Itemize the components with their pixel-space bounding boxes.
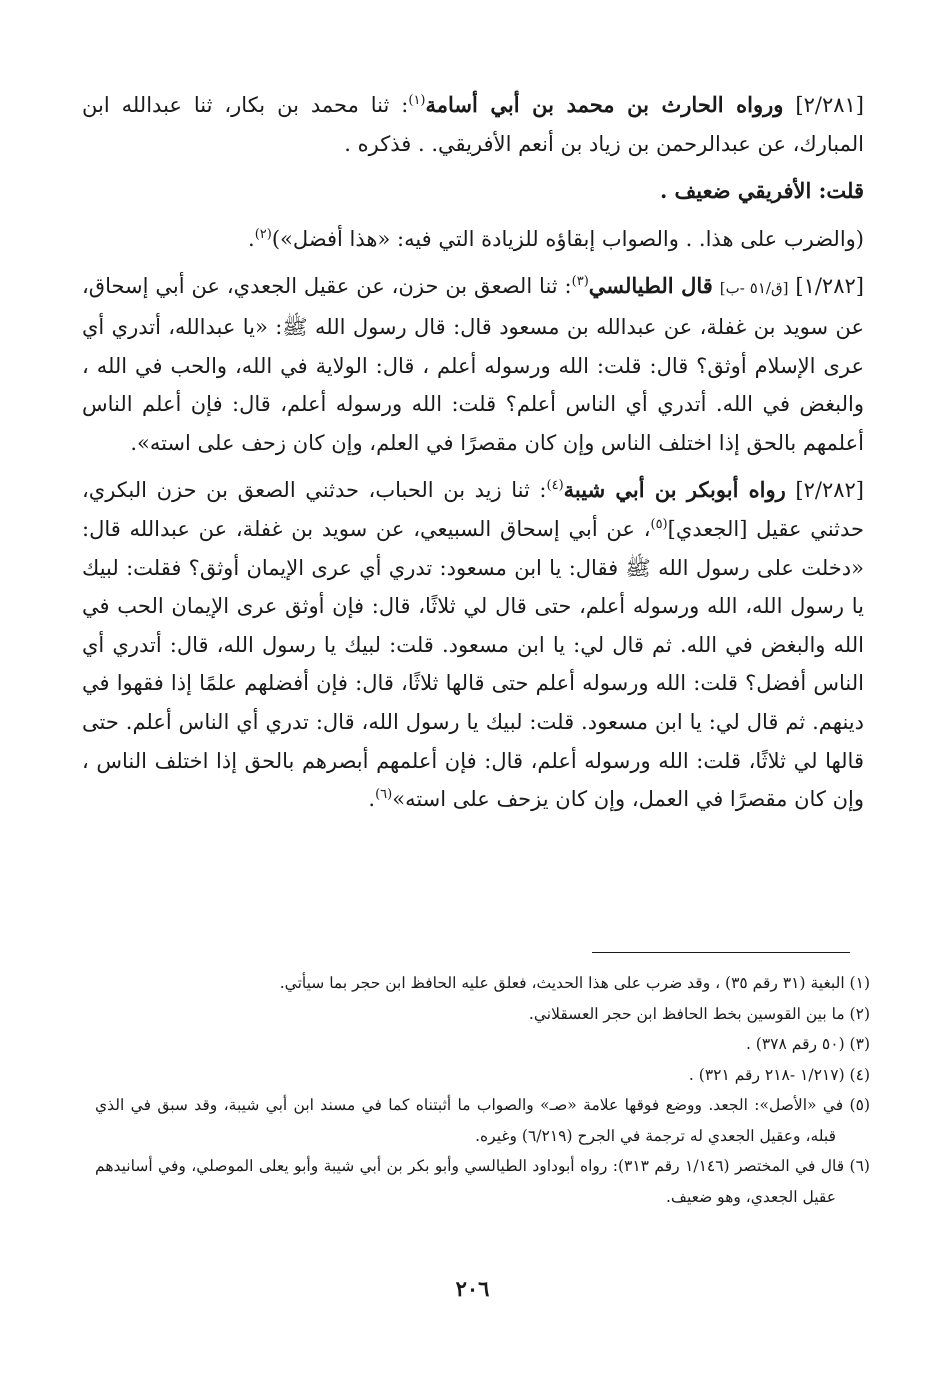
footnote-separator <box>592 952 850 953</box>
narrator-lead: رواه أبوبكر بن أبي شيبة <box>563 477 786 503</box>
paragraph-tail: . <box>248 226 255 251</box>
paragraph-text: : ثنا زيد بن الحباب، حدثني الصعق بن حزن البكري، حدثني عقيل [الجعدي] <box>82 478 864 541</box>
footnote-ref: (١) <box>408 93 426 108</box>
manuscript-ref: [ق/٥١ -ب] <box>719 279 789 298</box>
paragraph-text: : ثنا محمد بن بكار، ثنا عبدالله ابن المبارك، عن عبدالرحمن بن زياد بن أنعم الأفريقي. . فذكره . <box>82 93 864 156</box>
comment-text: قلت: الأفريقي ضعيف . <box>659 178 864 204</box>
paragraph-text: : ثنا الصعق بن حزن، عن عقيل الجعدي، عن أبي إسحاق، عن سويد بن غفلة، عن عبدالله بن مسعود قال: قال رسول الله ﷺ: «يا عبدالله، أتدري أي عرى الإسلام أوثق؟ قال: قلت: الله ورسوله أعلم ، قال: الولاية في الله، والحب في الله ، والبغض في الله. أتدري أي الناس أعلم؟ قلت: الله ورسوله أعلم، قال: فإن أعلم الناس أعلمهم بالحق إذا اختلف الناس وإن كان مقصرًا في العلم، وإن كان زحف على استه». <box>82 274 864 455</box>
paragraph-text: (والضرب على هذا. . والصواب إبقاؤه للزيادة التي فيه: «هذا أفضل») <box>271 226 864 251</box>
footnote-2: (٢) ما بين القوسين بخط الحافظ ابن حجر العسقلاني. <box>528 1004 870 1023</box>
footnote-3: (٣) (٥٠ رقم ٣٧٨) . <box>745 1035 870 1053</box>
narrator-lead: قال الطيالسي <box>588 273 713 299</box>
hadith-number: [٢/٢٨٢] <box>795 478 864 503</box>
footnote-ref: (٣) <box>571 274 589 290</box>
paragraph-281-2 <box>82 86 864 163</box>
main-text <box>82 86 864 819</box>
paragraph-end: . <box>368 787 376 812</box>
footnote-5: (٥) في «الأصل»: الجعد. ووضع فوقها علامة «صـ» والصواب ما أثبتناه كما في مسند ابن أبي شيبة، وقد سبق في الذي قبله، وعقيل الجعدي له ترجمة في الجرح (٦/٢١٩) وغيره. <box>95 1096 870 1145</box>
hadith-number: [١/٢٨٢] <box>795 274 864 299</box>
paragraph-comment <box>82 172 864 211</box>
paragraph-tail: ، عن أبي إسحاق السبيعي، عن سويد بن غفلة، عن عبدالله قال: «دخلت على رسول الله ﷺ فقال: يا ابن مسعود: تدري أي عرى الإيمان أوثق؟ فقلت: لبيك يا رسول الله، الله ورسوله أعلم، حتى قال لي ثلاثًا، قال: فإن أوثق عرى الإيمان الحب في الله والبغض في الله. ثم قال لي: يا ابن مسعود. قلت: لبيك يا رسول الله، قال: أتدري أي الناس أفضل؟ قلت: الله ورسوله أعلم حتى قالها ثلاثًا، قال: فإن أفضلهم علمًا إذا فقهوا في دينهم. ثم قال لي: يا ابن مسعود. قلت: لبيك يا رسول الله، قال: تدري أي الناس أعلم. حتى قالها لي ثلاثًا، قلت: الله ورسوله أعلم، قال: فإن أعلمهم أبصرهم بالحق إذا اختلف الناس ، وإن كان مقصرًا في العمل، وإن كان يزحف على استه» <box>82 516 864 812</box>
paragraph-note <box>82 220 864 259</box>
paragraph-282-1 <box>82 267 864 462</box>
narrator-lead: ورواه الحارث بن محمد بن أبي أسامة <box>425 92 784 117</box>
paragraph-282-2 <box>82 471 864 818</box>
footnotes <box>95 968 870 1212</box>
footnote-ref: (٥) <box>650 516 668 532</box>
footnote-1: (١) البغية (٣١ رقم ٣٥) ، وقد ضرب على هذا الحديث، فعلق عليه الحافظ ابن حجر بما سيأتي. <box>279 974 870 992</box>
footnote-ref: (٢) <box>254 226 272 242</box>
footnote-ref: (٤) <box>546 478 564 494</box>
page-number: ٢٠٦ <box>455 1276 490 1301</box>
footnote-ref: (٦) <box>375 787 393 803</box>
footnote-6: (٦) قال في المختصر (١/١٤٦ رقم ٣١٣): رواه أبوداود الطيالسي وأبو بكر بن أبي شيبة وأبو يعلى الموصلي، وفي أسانيدهم عقيل الجعدي، وهو ضعيف. <box>95 1157 870 1206</box>
hadith-number: [٢/٢٨١] <box>795 93 864 117</box>
footnote-4: (٤) (١/٢١٧ -٢١٨ رقم ٣٢١) . <box>688 1065 870 1084</box>
